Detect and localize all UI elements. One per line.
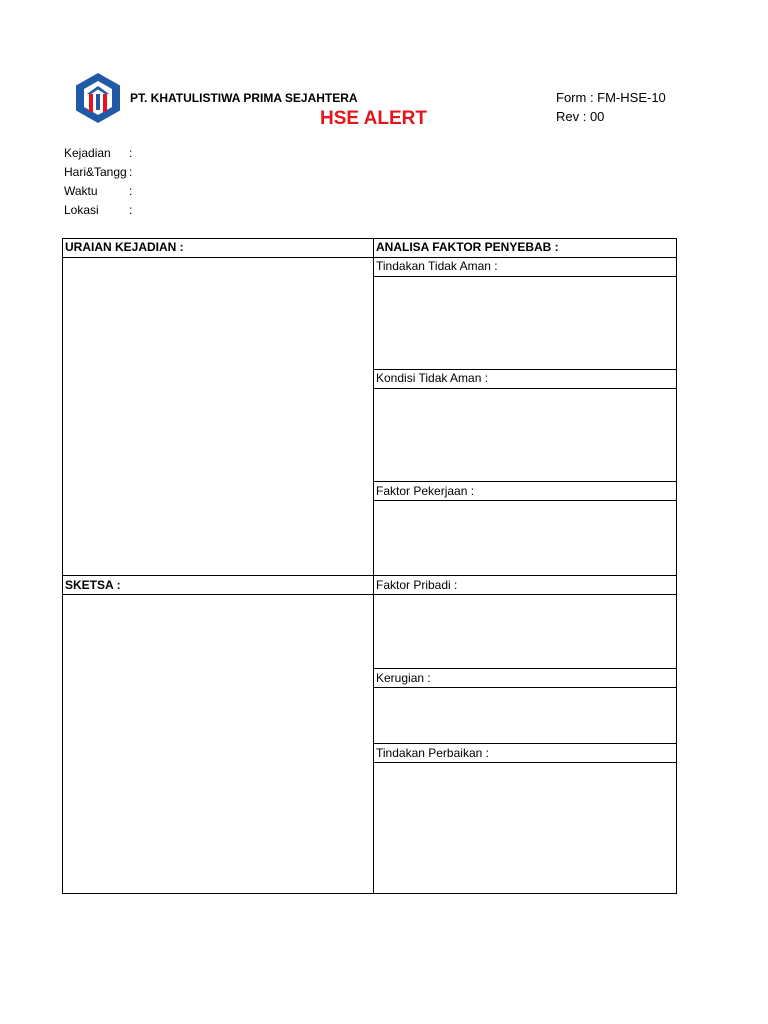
tindakan-tidak-aman-label: Tindakan Tidak Aman : <box>376 259 498 273</box>
table-row-divider <box>373 687 677 688</box>
table-row-divider <box>373 276 677 277</box>
info-colon: : <box>129 165 133 179</box>
table-column-divider <box>373 238 374 894</box>
table-border-bottom <box>62 893 677 894</box>
table-row-divider <box>373 668 677 669</box>
analisa-faktor-header: ANALISA FAKTOR PENYEBAB : <box>376 240 559 254</box>
table-border-right <box>676 238 677 894</box>
revision-code: Rev : 00 <box>556 109 605 124</box>
uraian-kejadian-header: URAIAN KEJADIAN : <box>65 240 184 254</box>
table-row-divider <box>62 575 677 576</box>
table-row-divider <box>62 594 677 595</box>
table-row-divider <box>373 481 677 482</box>
document-title: HSE ALERT <box>320 108 427 129</box>
info-colon: : <box>129 146 133 160</box>
form-code: Form : FM-HSE-10 <box>556 90 666 105</box>
table-row-divider <box>373 762 677 763</box>
table-row-divider <box>373 388 677 389</box>
kondisi-tidak-aman-label: Kondisi Tidak Aman : <box>376 371 489 385</box>
company-name: PT. KHATULISTIWA PRIMA SEJAHTERA <box>130 91 358 105</box>
info-label-kejadian: Kejadian <box>64 146 111 160</box>
info-label-hari-tanggal: Hari&Tangg <box>64 165 127 179</box>
kerugian-label: Kerugian : <box>376 671 431 685</box>
table-row-divider <box>373 743 677 744</box>
table-border-top <box>62 238 677 239</box>
info-colon: : <box>129 203 133 217</box>
tindakan-perbaikan-label: Tindakan Perbaikan : <box>376 746 489 760</box>
sketsa-header: SKETSA : <box>65 578 121 592</box>
faktor-pekerjaan-label: Faktor Pekerjaan : <box>376 484 475 498</box>
table-border-left <box>62 238 63 894</box>
faktor-pribadi-label: Faktor Pribadi : <box>376 578 458 592</box>
info-colon: : <box>129 184 133 198</box>
company-logo-icon <box>75 72 121 124</box>
info-label-waktu: Waktu <box>64 184 98 198</box>
info-label-lokasi: Lokasi <box>64 203 99 217</box>
table-row-divider <box>62 257 677 258</box>
table-row-divider <box>373 500 677 501</box>
table-row-divider <box>373 369 677 370</box>
